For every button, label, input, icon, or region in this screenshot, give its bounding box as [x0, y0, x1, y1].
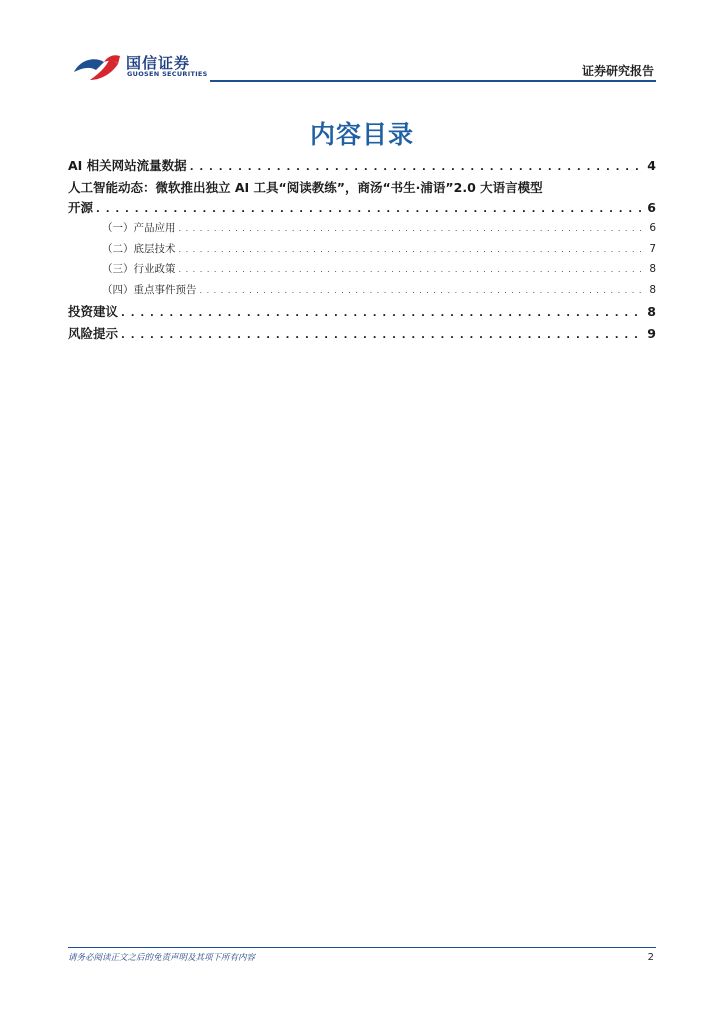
- guosen-logo: [70, 50, 210, 84]
- toc-entry-page: 8: [649, 263, 656, 275]
- page-header: [0, 0, 724, 90]
- dot-leader: [200, 286, 647, 295]
- toc-entry-label: AI 相关网站流量数据: [68, 158, 187, 173]
- toc-entry-page: 6: [647, 200, 656, 215]
- logo-english-name: GUOSEN SECURITIES: [127, 70, 208, 78]
- logo-chinese-name: 国信证券: [126, 54, 191, 72]
- toc-entry[interactable]: [68, 198, 656, 220]
- footer-disclaimer: 请务必阅读正文之后的免责声明及其项下所有内容: [68, 953, 256, 963]
- toc-entry-page: 8: [649, 283, 656, 296]
- toc-subentry[interactable]: [68, 241, 656, 262]
- toc-entry-page: 9: [647, 326, 656, 341]
- toc-entry-label: 开源: [68, 200, 94, 215]
- header-divider: [210, 80, 656, 82]
- toc-subentry[interactable]: [68, 261, 656, 282]
- toc-entry-label-line1: 人工智能动态：微软推出独立 AI 工具“阅读教练”，商汤“书生·浦语”2.0 大语言模型: [68, 180, 543, 195]
- dot-leader: [121, 330, 644, 341]
- toc-entry[interactable]: [68, 302, 656, 324]
- dot-leader: [179, 265, 647, 274]
- toc-subentry[interactable]: [68, 220, 656, 241]
- toc-entry-page: 4: [647, 158, 656, 173]
- page-number: 2: [647, 952, 654, 963]
- toc-entry-line1[interactable]: [68, 178, 656, 198]
- dot-leader: [96, 204, 644, 215]
- toc-entry-page: 7: [649, 242, 656, 255]
- toc-subentry[interactable]: [68, 282, 656, 303]
- toc-entry[interactable]: [68, 324, 656, 346]
- toc-entry[interactable]: [68, 156, 656, 178]
- toc-entry-page: 8: [647, 304, 656, 319]
- dot-leader: [190, 162, 645, 173]
- toc-entry-label: （四）重点事件预告: [102, 283, 197, 296]
- toc-entry-label: （二）底层技术: [102, 242, 176, 255]
- dot-leader: [179, 224, 647, 233]
- toc-title: 内容目录: [309, 120, 414, 149]
- report-type-label: 证券研究报告: [581, 64, 654, 78]
- toc-entry-label: （三）行业政策: [102, 263, 176, 275]
- guosen-logo-mark-icon: [70, 50, 126, 84]
- toc-entry-label: （一）产品应用: [102, 222, 176, 234]
- toc-entry-page: 6: [649, 222, 656, 234]
- toc-entry-label: 投资建议: [68, 304, 119, 319]
- dot-leader: [179, 245, 647, 254]
- toc-entry-label: 风险提示: [68, 326, 119, 341]
- table-of-contents: [68, 156, 656, 346]
- dot-leader: [121, 308, 644, 319]
- footer-divider: [68, 947, 656, 948]
